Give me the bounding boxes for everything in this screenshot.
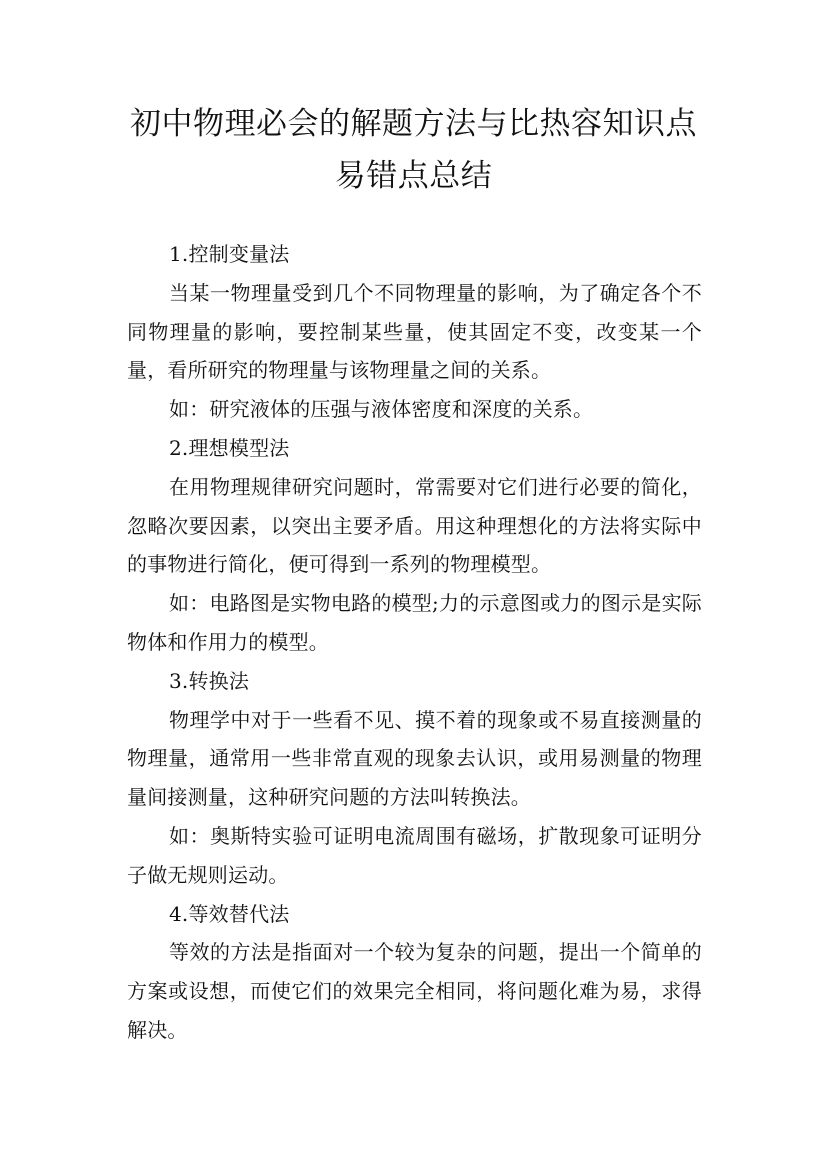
- heading-ideal-model: 2.理想模型法: [169, 435, 290, 460]
- document-body: [127, 235, 702, 1050]
- example-ideal-model: 如：电路图是实物电路的模型;力的示意图或力的图示是实际物体和作用力的模型。: [127, 591, 702, 654]
- example-conversion: 如：奥斯特实验可证明电流周围有磁场，扩散现象可证明分子做无规则运动。: [127, 823, 702, 887]
- paragraph-conversion: 物理学中对于一些看不见、摸不着的现象或不易直接测量的物理量，通常用一些非常直观的现象去认识，或用易测量的物理量间接测量，这种研究问题的方法叫转换法。: [127, 707, 702, 810]
- paragraph-control-variable: 当某一物理量受到几个不同物理量的影响，为了确定各个不同物理量的影响，要控制某些量，使其固定不变，改变某一个量，看所研究的物理量与该物理量之间的关系。: [127, 280, 702, 383]
- heading-conversion: 3.转换法: [169, 668, 250, 693]
- paragraph-ideal-model: 在用物理规律研究问题时，常需要对它们进行必要的简化，忽略次要因素，以突出主要矛盾。用这种理想化的方法将实际中的事物进行简化，便可得到一系列的物理模型。: [127, 474, 702, 577]
- title-line-2: 易错点总结: [334, 158, 493, 194]
- document-title: [100, 98, 727, 202]
- title-line-1: 初中物理必会的解题方法与比热容知识点: [130, 106, 697, 142]
- heading-control-variable: 1.控制变量法: [169, 242, 290, 266]
- example-control-variable: 如：研究液体的压强与液体密度和深度的关系。: [169, 397, 594, 422]
- paragraph-equivalent-substitution: 等效的方法是指面对一个较为复杂的问题，提出一个简单的方案或设想，而使它们的效果完全相同，将问题化难为易，求得解决。: [127, 940, 702, 1042]
- heading-equivalent-substitution: 4.等效替代法: [169, 901, 290, 926]
